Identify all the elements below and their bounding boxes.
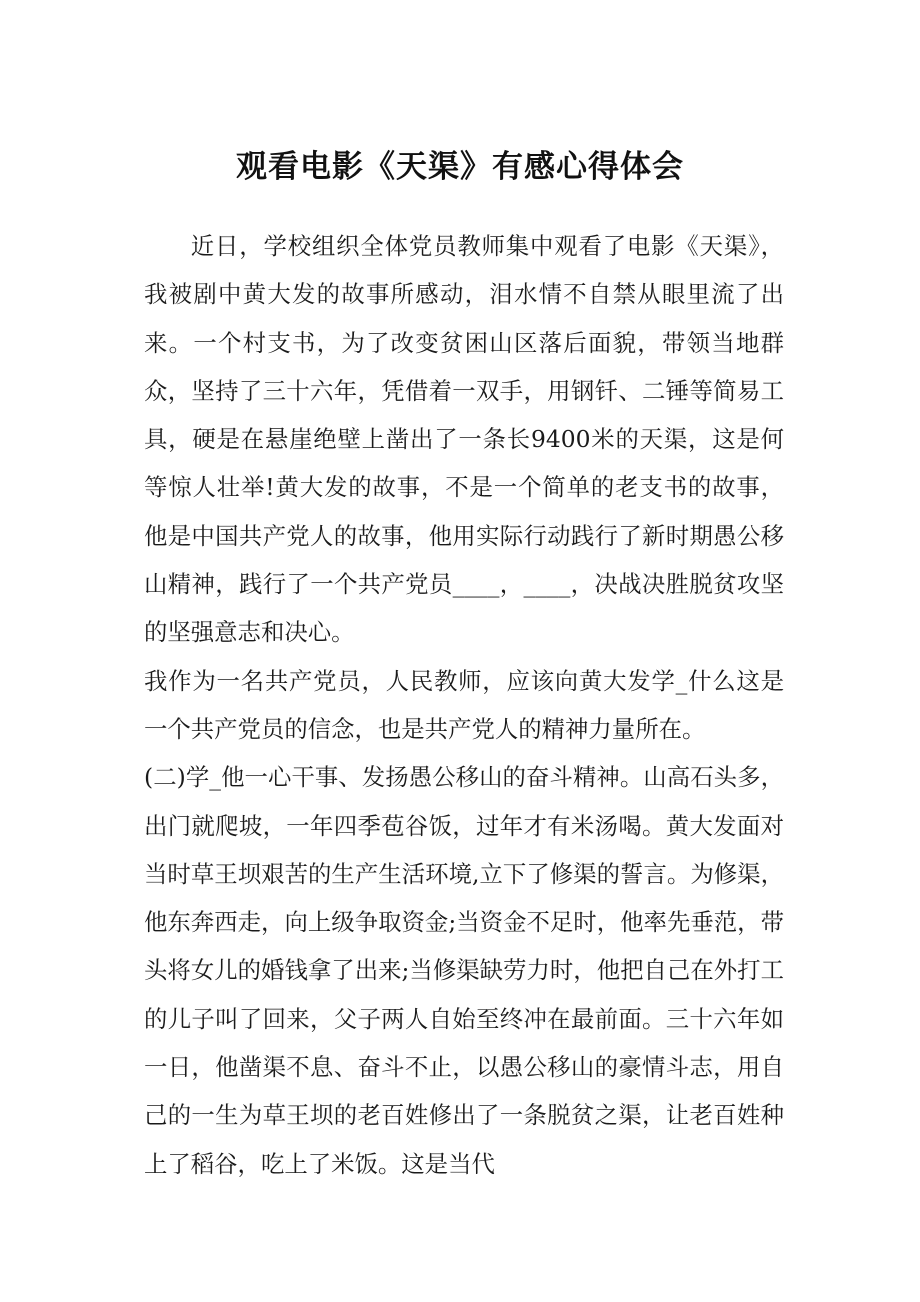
paragraph-3: (二)学_他一心干事、发扬愚公移山的奋斗精神。山高石头多，出门就爬坡，一年四季苞谷饭，过年才有米汤喝。黄大发面对当时草王坝艰苦的生产生活环境,立下了修渠的誓言。为修渠，他东奔西走，向上级争取资金;当资金不足时，他率先垂范，带头将女儿的婚钱拿了出来;当修渠缺劳力时，他把自己在外打工的儿子叫了回来，父子两人自始至终冲在最前面。三十六年如一日，他凿渠不息、奋斗不止，以愚公移山的豪情斗志，用自己的一生为草王坝的老百姓修出了一条脱贫之渠，让老百姓种上了稻谷，吃上了米饭。这是当代: [144, 763, 784, 1178]
paragraph-2: 我作为一名共产党员，人民教师，应该向黄大发学_什么这是一个共产党员的信念，也是共产党人的精神力量所在。: [144, 666, 784, 743]
document-body: [144, 222, 784, 1188]
document-title: 观看电影《天渠》有感心得体会: [236, 149, 684, 185]
paragraph-1: 近日，学校组织全体党员教师集中观看了电影《天渠》，我被剧中黄大发的故事所感动，泪水情不自禁从眼里流了出来。一个村支书，为了改变贫困山区落后面貌，带领当地群众，坚持了三十六年，凭借着一双手，用钢钎、二锤等简易工具，硬是在悬崖绝壁上凿出了一条长9400米的天渠，这是何等惊人壮举!黄大发的故事，不是一个简单的老支书的故事，他是中国共产党人的故事，他用实际行动践行了新时期愚公移山精神，践行了一个共产党员____，____，决战决胜脱贫攻坚的坚强意志和决心。: [144, 232, 784, 647]
